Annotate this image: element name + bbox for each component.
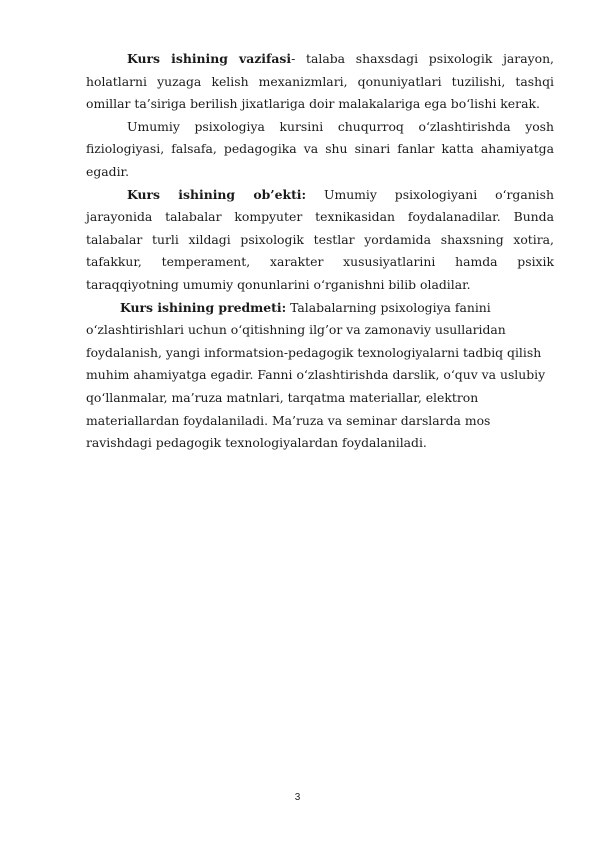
- paragraph-object-text: Umumiy psixologiyani o‘rganish jarayonida talabalar kompyuter texnikasidan foydalanadilar. Bunda talabalar turli xildagi psixologik testlar yordamida shaxsning xotira, tafakkur, temperament, xarakter xususiyatlarini hamda psixik taraqqiyotning umumiy qonunlarini o‘rganishni bilib oladilar.: [86, 186, 554, 292]
- paragraph-general-text: Umumiy psixologiya kursini chuqurroq o‘zlashtirishda yosh fiziologiyasi, falsafa, pedagogika va shu sinari fanlar katta ahamiyatga egadir.: [86, 118, 554, 179]
- paragraph-object: [86, 184, 554, 297]
- document-body: [86, 48, 554, 455]
- heading-object: Kurs ishining ob’ekti:: [127, 186, 307, 202]
- paragraph-task: [86, 48, 554, 116]
- paragraph-general: [86, 116, 554, 184]
- paragraph-subject: [86, 297, 554, 455]
- heading-subject: Kurs ishining predmeti:: [120, 299, 287, 315]
- paragraph-task-text: - talaba shaxsdagi psixologik jarayon, holatlarni yuzaga kelish mexanizmlari, qonuniyatlari tuzilishi, tashqi omillar ta’siriga berilish jixatlariga doir malakalariga ega bo‘lishi kerak.: [86, 51, 554, 112]
- page-number: 3: [294, 792, 301, 803]
- heading-task: Kurs ishining vazifasi: [127, 51, 292, 66]
- paragraph-subject-text: Talabalarning psixologiya fanini o‘zlashtirishlari uchun o‘qitishning ilg’or va zamonaviy usullaridan foydalanish, yangi informatsion-pedagogik texnologiyalarni tadbiq qilish muhim ahamiyatga egadir. Fanni o‘zlashtirishda darslik, o‘quv va uslubiy qo‘llanmalar, ma’ruza matnlari, tarqatma materiallar, elektron materiallardan foydalaniladi. Ma’ruza va seminar darslarda mos ravishdagi pedagogik texnologiyalardan foydalaniladi.: [86, 299, 546, 451]
